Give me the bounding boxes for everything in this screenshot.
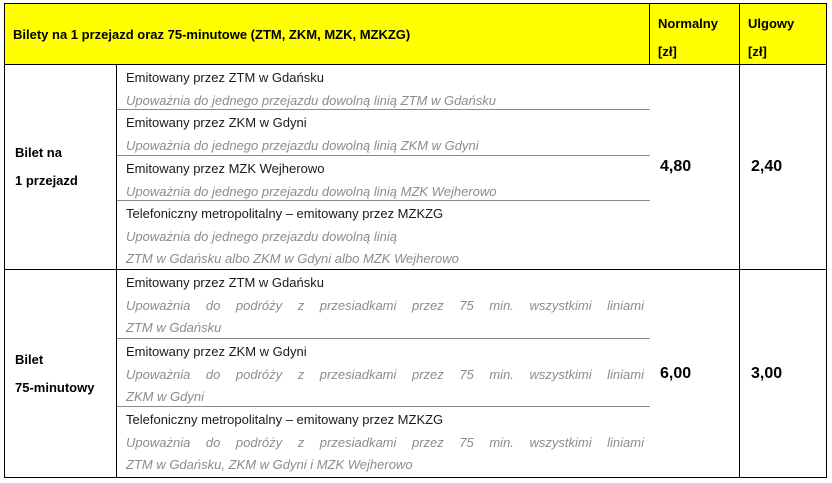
price-normal-single-ride: 4,80 — [650, 65, 740, 270]
group-label-line1: Bilet na — [15, 145, 62, 160]
column-normal-unit: [zł] — [658, 44, 677, 59]
description-text: Upoważnia do jednego przejazdu dowolną linią ZKM w Gdyni — [126, 137, 479, 153]
description-text: Upoważnia do podróży z przesiadkami przez 75 min. wszystkimi liniami — [126, 297, 644, 313]
table-row — [117, 201, 650, 270]
description-text: Upoważnia do jednego przejazdu dowolną linią MZK Wejherowo — [126, 183, 497, 199]
issuer-text: Emitowany przez ZKM w Gdyni — [126, 115, 307, 130]
table-header-title — [4, 3, 650, 65]
issuer-text: Emitowany przez ZTM w Gdańsku — [126, 70, 324, 85]
issuer-text: Emitowany przez MZK Wejherowo — [126, 161, 325, 176]
description-text: Upoważnia do jednego przejazdu dowolną linią ZTM w Gdańsku — [126, 92, 496, 108]
issuer-text: Emitowany przez ZKM w Gdyni — [126, 344, 307, 359]
price-normal-75-minute: 6,00 — [650, 270, 740, 478]
group-label-single-ride — [4, 65, 117, 270]
issuer-text: Emitowany przez ZTM w Gdańsku — [126, 275, 324, 290]
description-text: ZTM w Gdańsku albo ZKM w Gdyni albo MZK Wejherowo — [126, 251, 459, 266]
description-text: Upoważnia do podróży z przesiadkami przez 75 min. wszystkimi liniami — [126, 434, 644, 450]
description-text: ZKM w Gdyni — [126, 389, 205, 404]
issuer-text: Telefoniczny metropolitalny – emitowany przez MZKZG — [126, 412, 444, 427]
table-title: Bilety na 1 przejazd oraz 75-minutowe (ZTM, ZKM, MZK, MZKZG) — [13, 26, 411, 42]
group-label-line1: Bilet — [15, 351, 44, 367]
group-label-line2: 1 przejazd — [15, 173, 78, 188]
table-row — [117, 407, 650, 478]
column-reduced-label: Ulgowy — [748, 16, 795, 31]
group-label-75-minute — [4, 270, 117, 478]
column-reduced-unit: [zł] — [748, 44, 767, 59]
price-reduced-single-ride: 2,40 — [740, 65, 827, 270]
price-reduced-75-minute: 3,00 — [740, 270, 827, 478]
description-text: Upoważnia do jednego przejazdu dowolną linią — [126, 228, 398, 244]
description-text: Upoważnia do podróży z przesiadkami przez 75 min. wszystkimi liniami — [126, 366, 644, 382]
column-header-normal — [650, 3, 740, 65]
ticket-price-table — [4, 3, 827, 478]
table-row — [117, 65, 650, 110]
group-label-line2: 75-minutowy — [15, 379, 95, 395]
column-normal-label: Normalny — [658, 16, 718, 31]
table-row — [117, 270, 650, 339]
table-row — [117, 110, 650, 156]
table-row — [117, 339, 650, 407]
table-row — [117, 156, 650, 201]
issuer-text: Telefoniczny metropolitalny – emitowany przez MZKZG — [126, 206, 444, 221]
column-header-reduced — [740, 3, 827, 65]
description-text: ZTM w Gdańsku — [126, 320, 222, 335]
description-text: ZTM w Gdańsku, ZKM w Gdyni i MZK Wejherowo — [126, 457, 413, 472]
